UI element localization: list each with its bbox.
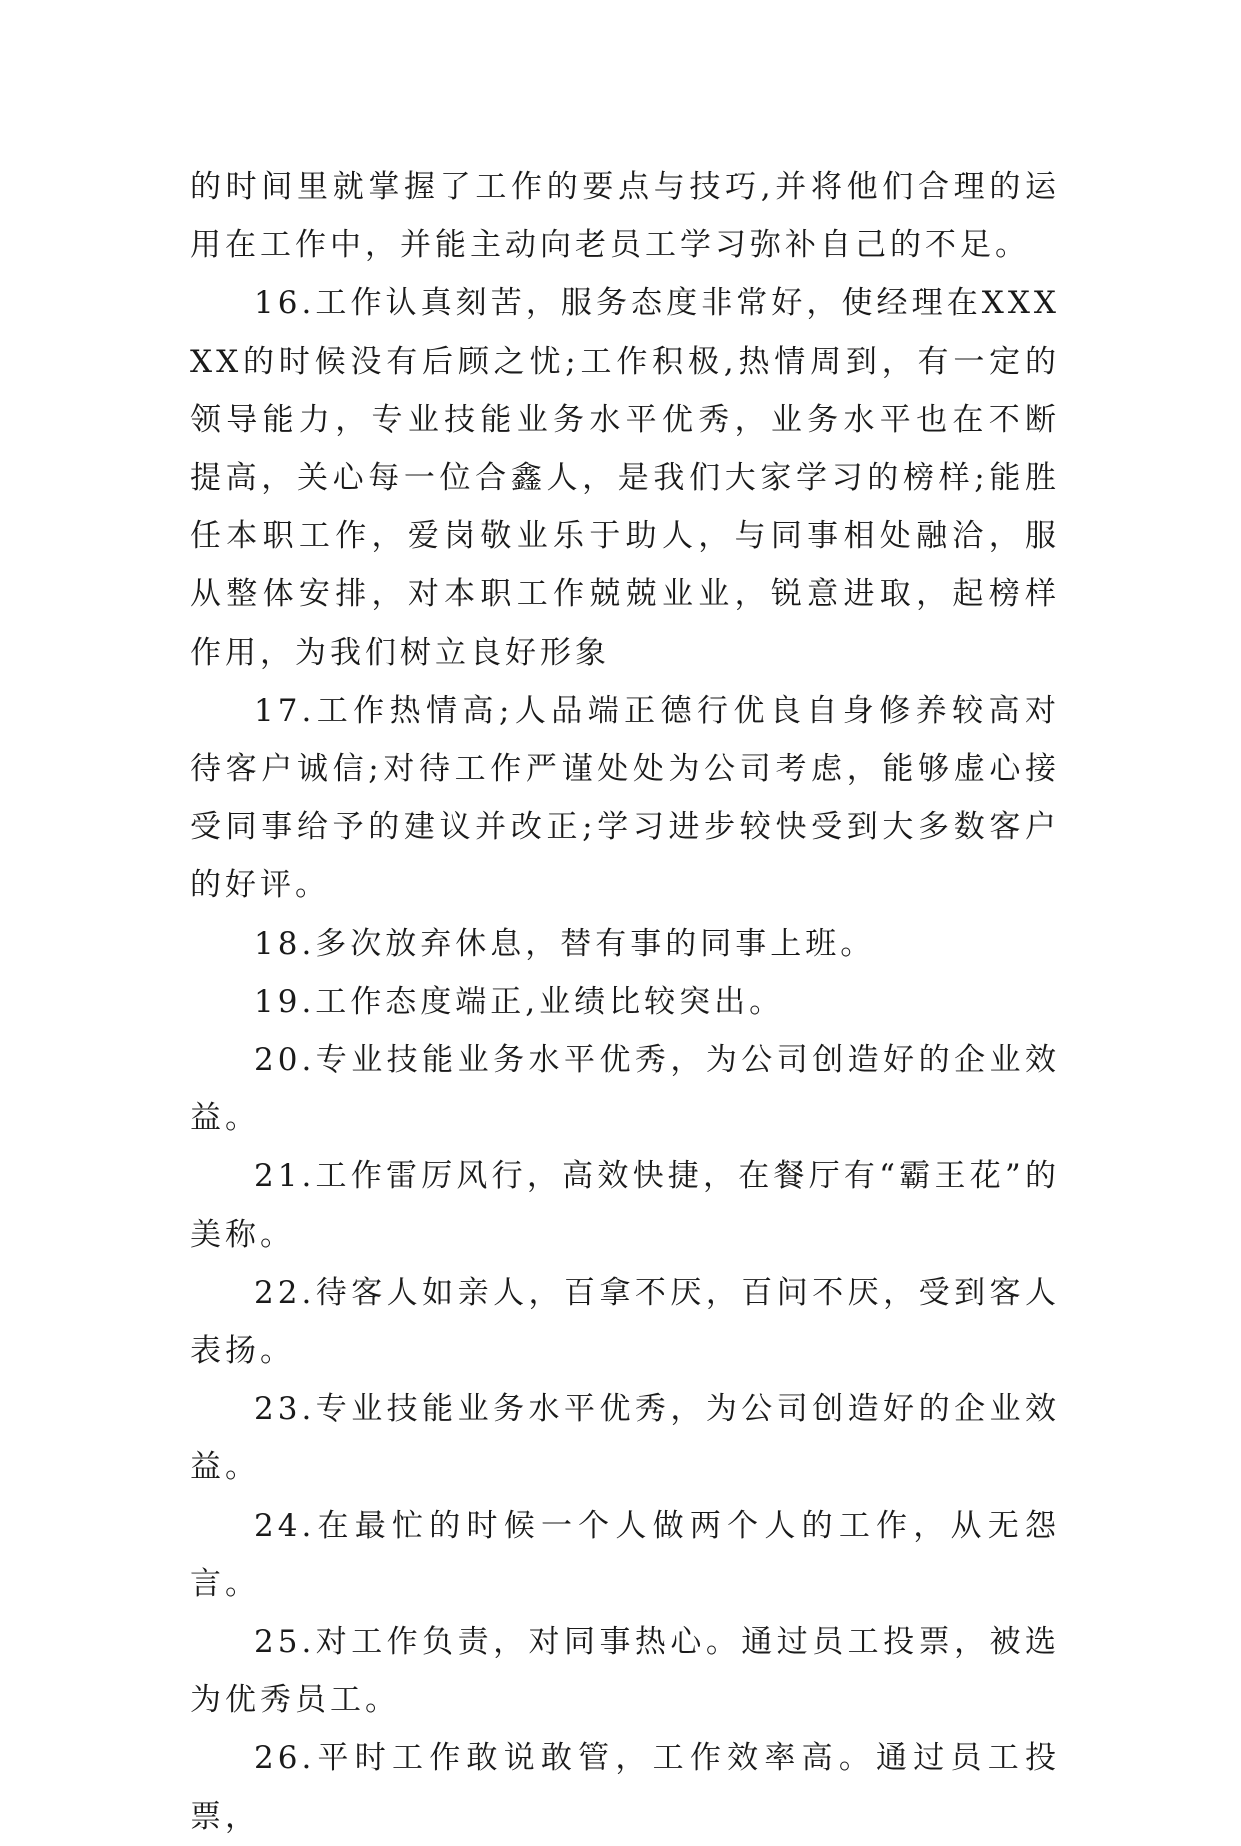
paragraph-item-17: 17.工作热情高;人品端正德行优良自身修养较高对待客户诚信;对待工作严谨处处为公司考虑，能够虚心接受同事给予的建议并改正;学习进步较快受到大多数客户的好评。 [190,692,1060,904]
paragraph-item-22: 22.待客人如亲人，百拿不厌，百问不厌，受到客人表扬。 [190,1274,1060,1370]
paragraph-item-21: 21.工作雷厉风行，高效快捷，在餐厅有“霸王花”的美称。 [190,1158,1060,1253]
document-body [190,158,1060,1846]
paragraph-item-25: 25.对工作负责，对同事热心。通过员工投票，被选为优秀员工。 [190,1624,1060,1719]
paragraph-item-18: 18.多次放弃休息，替有事的同事上班。 [254,925,876,962]
paragraph-item-24: 24.在最忙的时候一个人做两个人的工作，从无怨言。 [190,1507,1060,1602]
paragraph-item-20: 20.专业技能业务水平优秀，为公司创造好的企业效益。 [190,1042,1060,1137]
paragraph-item-23: 23.专业技能业务水平优秀，为公司创造好的企业效益。 [190,1391,1060,1486]
paragraph-item-19: 19.工作态度端正,业绩比较突出。 [254,983,785,1020]
paragraph-continuation: 的时间里就掌握了工作的要点与技巧,并将他们合理的运用在工作中，并能主动向老员工学习弥补自己的不足。 [190,169,1060,264]
paragraph-item-26: 26.平时工作敢说敢管，工作效率高。通过员工投票， [190,1740,1060,1835]
paragraph-item-16: 16.工作认真刻苦，服务态度非常好，使经理在XXXXX的时候没有后顾之忧;工作积极,热情周到，有一定的领导能力，专业技能业务水平优秀，业务水平也在不断提高，关心每一位合鑫人，是我们大家学习的榜样;能胜任本职工作，爱岗敬业乐于助人，与同事相处融洽，服从整体安排，对本职工作兢兢业业，锐意进取，起榜样作用，为我们树立良好形象 [190,285,1060,671]
